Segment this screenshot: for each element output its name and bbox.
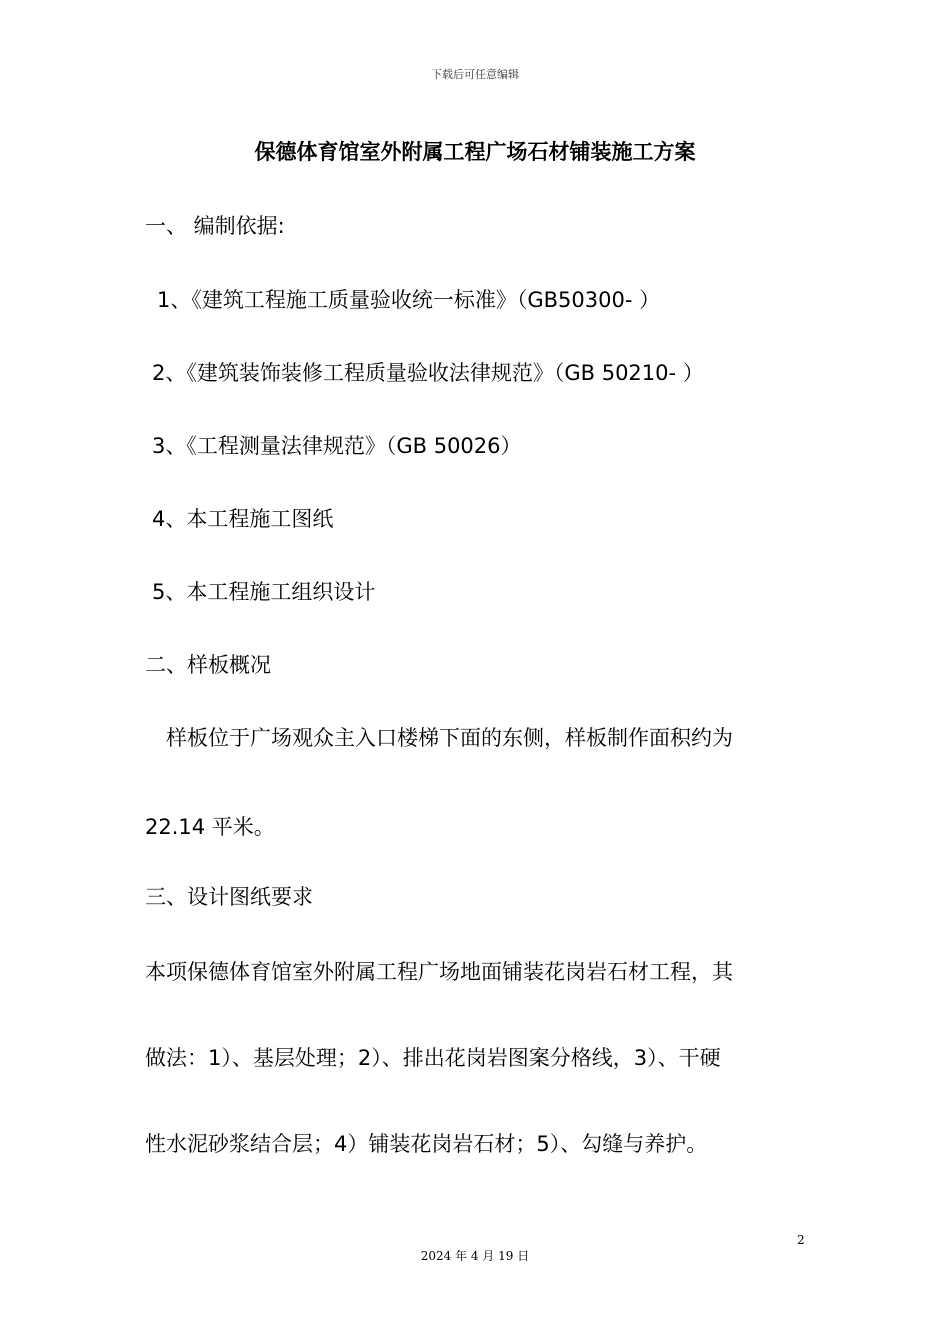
reference-item-2: 2、《建筑装饰装修工程质量验收法律规范》（GB 50210- ） (152, 361, 704, 385)
section-2-heading: 二、样板概况 (145, 653, 271, 677)
page-header-note: 下载后可任意编辑 (431, 68, 519, 81)
page-number: 2 (797, 1233, 805, 1247)
document-title: 保德体育馆室外附属工程广场石材铺装施工方案 (254, 140, 696, 164)
reference-item-3: 3、《工程测量法律规范》（GB 50026） (152, 434, 522, 458)
section-1-heading: 一、 编制依据: (145, 214, 285, 238)
section-3-paragraph-line-1: 本项保德体育馆室外附属工程广场地面铺装花岗岩石材工程，其 (145, 960, 733, 984)
reference-item-5: 5、本工程施工组织设计 (152, 580, 376, 604)
section-3-paragraph-line-3: 性水泥砂浆结合层；4）铺装花岗岩石材；5）、勾缝与养护。 (145, 1132, 708, 1156)
reference-item-1: 1、《建筑工程施工质量验收统一标准》（GB50300- ） (157, 288, 661, 312)
section-3-paragraph-line-2: 做法：1）、基层处理；2）、排出花岗岩图案分格线，3）、干硬 (145, 1046, 721, 1070)
reference-item-4: 4、本工程施工图纸 (152, 507, 334, 531)
section-3-heading: 三、设计图纸要求 (145, 885, 313, 909)
section-2-paragraph-line-2: 22.14 平米。 (145, 815, 275, 839)
section-2-paragraph-line-1: 样板位于广场观众主入口楼梯下面的东侧，样板制作面积约为 (166, 726, 733, 750)
page-footer-date: 2024 年 4 月 19 日 (420, 1249, 530, 1263)
